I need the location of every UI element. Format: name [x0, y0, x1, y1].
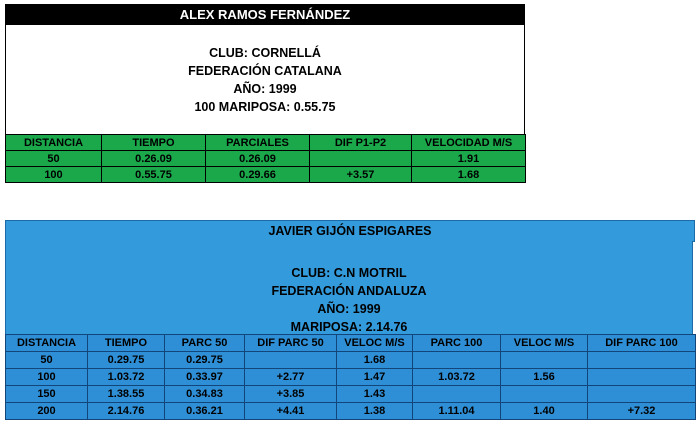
table-cell: 50	[6, 352, 88, 369]
column-header: DIF P1-P2	[310, 135, 412, 151]
table-cell	[413, 352, 501, 369]
swimmer-info	[5, 25, 525, 135]
table-cell: 0.34.83	[165, 386, 245, 403]
table-cell: 1.38.55	[88, 386, 165, 403]
table-cell: 1.11.04	[413, 403, 501, 420]
table-cell: 50	[6, 151, 102, 167]
table-cell: 1.56	[501, 369, 588, 386]
table-cell: 0.29.75	[88, 352, 165, 369]
federation-label: FEDERACIÓN CATALANA	[188, 63, 342, 78]
column-header: TIEMPO	[102, 135, 206, 151]
column-header: TIEMPO	[88, 335, 165, 352]
table-cell: 0.55.75	[102, 167, 206, 183]
splits-table	[5, 134, 526, 183]
table-cell: 0.29.75	[165, 352, 245, 369]
table-cell: 100	[6, 369, 88, 386]
year-label: AÑO: 1999	[233, 81, 297, 96]
swimmer-name: ALEX RAMOS FERNÁNDEZ	[5, 4, 525, 25]
table-row	[6, 151, 526, 167]
table-cell: 1.68	[412, 167, 526, 183]
table-cell: 1.40	[501, 403, 588, 420]
column-header: VELOC M/S	[501, 335, 588, 352]
column-header: DIF PARC 50	[245, 335, 337, 352]
table-row	[6, 167, 526, 183]
table-cell: 1.03.72	[413, 369, 501, 386]
column-header: PARCIALES	[206, 135, 310, 151]
table-cell	[588, 369, 696, 386]
table-row	[6, 403, 696, 420]
column-header: DIF PARC 100	[588, 335, 696, 352]
event-label: 100 MARIPOSA: 0.55.75	[194, 99, 336, 114]
table-row	[6, 386, 696, 403]
column-header: PARC 50	[165, 335, 245, 352]
column-header: VELOC M/S	[337, 335, 413, 352]
table-row	[6, 369, 696, 386]
table-cell	[501, 386, 588, 403]
swimmer-card-alex	[5, 4, 525, 182]
year-label: AÑO: 1999	[317, 301, 381, 316]
column-header: PARC 100	[413, 335, 501, 352]
column-header: DISTANCIA	[6, 135, 102, 151]
table-cell: +2.77	[245, 369, 337, 386]
table-cell	[245, 352, 337, 369]
table-header-row	[6, 135, 526, 151]
table-cell: +3.85	[245, 386, 337, 403]
table-cell: 0.29.66	[206, 167, 310, 183]
table-cell: 1.47	[337, 369, 413, 386]
table-cell	[310, 151, 412, 167]
table-cell: +4.41	[245, 403, 337, 420]
table-cell: 1.43	[337, 386, 413, 403]
event-label: MARIPOSA: 2.14.76	[290, 319, 408, 334]
table-cell: +7.32	[588, 403, 696, 420]
swimmer-card-javier	[5, 220, 695, 425]
table-cell: 0.26.09	[102, 151, 206, 167]
table-cell: 1.38	[337, 403, 413, 420]
table-cell: 2.14.76	[88, 403, 165, 420]
column-header: DISTANCIA	[6, 335, 88, 352]
table-row	[6, 352, 696, 369]
table-cell	[413, 386, 501, 403]
swimmer-name: JAVIER GIJÓN ESPIGARES	[5, 220, 695, 242]
table-cell: 0.33.97	[165, 369, 245, 386]
table-cell: 0.26.09	[206, 151, 310, 167]
club-label: CLUB: CORNELLÁ	[209, 45, 321, 60]
table-cell: 1.68	[337, 352, 413, 369]
table-cell: +3.57	[310, 167, 412, 183]
table-cell: 150	[6, 386, 88, 403]
federation-label: FEDERACIÓN ANDALUZA	[271, 283, 427, 298]
table-cell	[588, 352, 696, 369]
table-header-row	[6, 335, 696, 352]
table-cell: 1.03.72	[88, 369, 165, 386]
table-cell	[588, 386, 696, 403]
table-cell: 100	[6, 167, 102, 183]
table-cell: 0.36.21	[165, 403, 245, 420]
splits-table	[5, 334, 696, 420]
table-cell	[501, 352, 588, 369]
table-cell: 1.91	[412, 151, 526, 167]
club-label: CLUB: C.N MOTRIL	[291, 265, 407, 280]
table-cell: 200	[6, 403, 88, 420]
column-header: VELOCIDAD M/S	[412, 135, 526, 151]
